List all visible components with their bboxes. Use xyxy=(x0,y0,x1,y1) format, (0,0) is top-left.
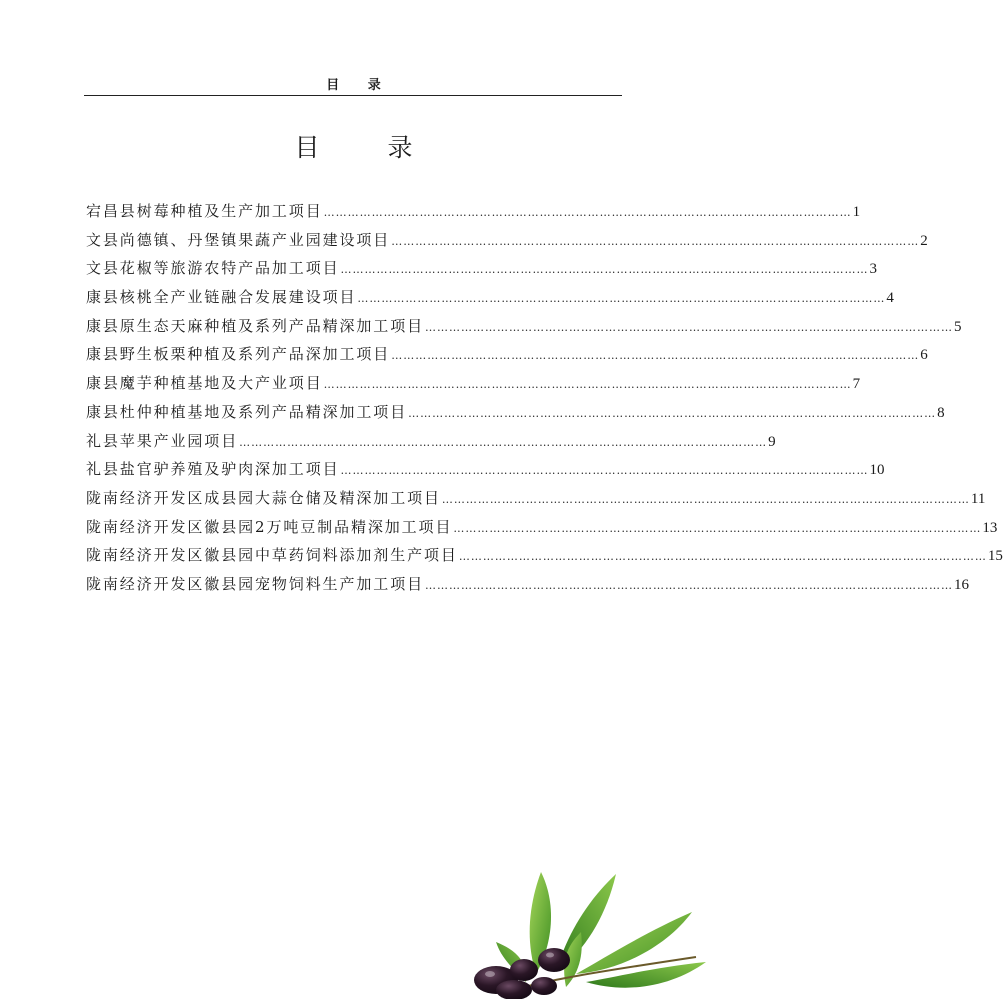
toc-entry[interactable] xyxy=(86,427,776,456)
toc-entry-title: 康县魔芋种植基地及大产业项目 xyxy=(86,374,323,393)
toc-leader-dots: …………………………………………………………………………………………………………………… xyxy=(391,349,920,363)
toc-page-number: 1 xyxy=(852,204,861,220)
toc-leader-dots: …………………………………………………………………………………………………………………… xyxy=(441,492,970,506)
toc-entry-title: 礼县盐官驴养殖及驴肉深加工项目 xyxy=(86,460,340,479)
toc-entry-title: 康县野生板栗种植及系列产品深加工项目 xyxy=(86,345,391,364)
toc-entry[interactable] xyxy=(86,513,998,542)
toc-entry-title: 陇南经济开发区徽县园2万吨豆制品精深加工项目 xyxy=(86,517,453,536)
toc-entry[interactable] xyxy=(86,197,861,226)
toc-entry[interactable] xyxy=(86,541,1003,570)
toc-entry[interactable] xyxy=(86,455,885,484)
toc-entry-title: 康县原生态天麻种植及系列产品精深加工项目 xyxy=(86,316,425,335)
toc-leader-dots: …………………………………………………………………………………………………………………… xyxy=(408,406,937,420)
toc-entry-title: 陇南经济开发区徽县园中草药饲料添加剂生产项目 xyxy=(86,546,458,565)
toc-page-number: 16 xyxy=(954,576,970,593)
page-title: 目 录 xyxy=(294,133,443,162)
toc-entry-title: 陇南经济开发区成县园大蒜仓储及精深加工项目 xyxy=(86,488,441,507)
toc-entry-title: 文县花椒等旅游农特产品加工项目 xyxy=(86,259,340,278)
toc-page-number: 2 xyxy=(920,232,928,249)
toc-leader-dots: …………………………………………………………………………………………………………………… xyxy=(323,378,852,392)
toc-page-number: 10 xyxy=(869,462,885,479)
toc-entry-title: 文县尚德镇、丹堡镇果蔬产业园建设项目 xyxy=(86,230,391,249)
toc-page-number: 9 xyxy=(768,433,776,450)
toc-entry[interactable] xyxy=(86,226,928,255)
toc-entry-title: 宕昌县树莓种植及生产加工项目 xyxy=(86,202,323,220)
toc-leader-dots: …………………………………………………………………………………………………………………… xyxy=(391,234,920,248)
toc-page-number: 4 xyxy=(886,290,894,307)
toc-page-number: 7 xyxy=(852,376,861,393)
toc-entry[interactable] xyxy=(86,254,878,283)
toc-leader-dots: …………………………………………………………………………………………………………………… xyxy=(425,578,954,592)
toc-entry-title: 康县杜仲种植基地及系列产品精深加工项目 xyxy=(86,402,408,421)
toc-leader-dots: …………………………………………………………………………………………………………………… xyxy=(458,550,987,564)
toc-entry[interactable] xyxy=(86,283,894,312)
toc-leader-dots: …………………………………………………………………………………………………………………… xyxy=(453,521,982,535)
toc-leader-dots: …………………………………………………………………………………………………………………… xyxy=(425,320,954,334)
toc-entry[interactable] xyxy=(86,340,928,369)
toc-entry-title: 康县核桃全产业链融合发展建设项目 xyxy=(86,288,357,307)
toc-entry[interactable] xyxy=(86,369,861,398)
toc-leader-dots: …………………………………………………………………………………………………………………… xyxy=(323,206,852,219)
toc-page-number: 11 xyxy=(970,490,986,507)
toc-entry-title: 陇南经济开发区徽县园宠物饲料生产加工项目 xyxy=(86,574,425,593)
toc-entry-title: 礼县苹果产业园项目 xyxy=(86,431,239,450)
toc-page-number: 8 xyxy=(937,404,945,421)
toc-entry[interactable] xyxy=(86,570,970,599)
toc-leader-dots: …………………………………………………………………………………………………………………… xyxy=(340,464,869,478)
toc-page-number: 6 xyxy=(920,347,928,364)
toc-page-number: 5 xyxy=(954,318,962,335)
toc-entry[interactable] xyxy=(86,398,945,427)
toc-entry[interactable] xyxy=(86,312,962,341)
toc-leader-dots: …………………………………………………………………………………………………………………… xyxy=(357,292,886,306)
toc-page-number: 13 xyxy=(982,519,998,536)
olive-branch-icon xyxy=(466,862,707,999)
toc-list xyxy=(86,197,1003,599)
toc-page-number: 15 xyxy=(987,548,1003,565)
header-rule xyxy=(84,95,622,96)
toc-leader-dots: …………………………………………………………………………………………………………………… xyxy=(340,263,869,277)
toc-entry[interactable] xyxy=(86,484,986,513)
running-header: 目 录 xyxy=(326,78,393,93)
toc-leader-dots: …………………………………………………………………………………………………………………… xyxy=(239,435,768,449)
toc-page-number: 3 xyxy=(869,261,878,278)
